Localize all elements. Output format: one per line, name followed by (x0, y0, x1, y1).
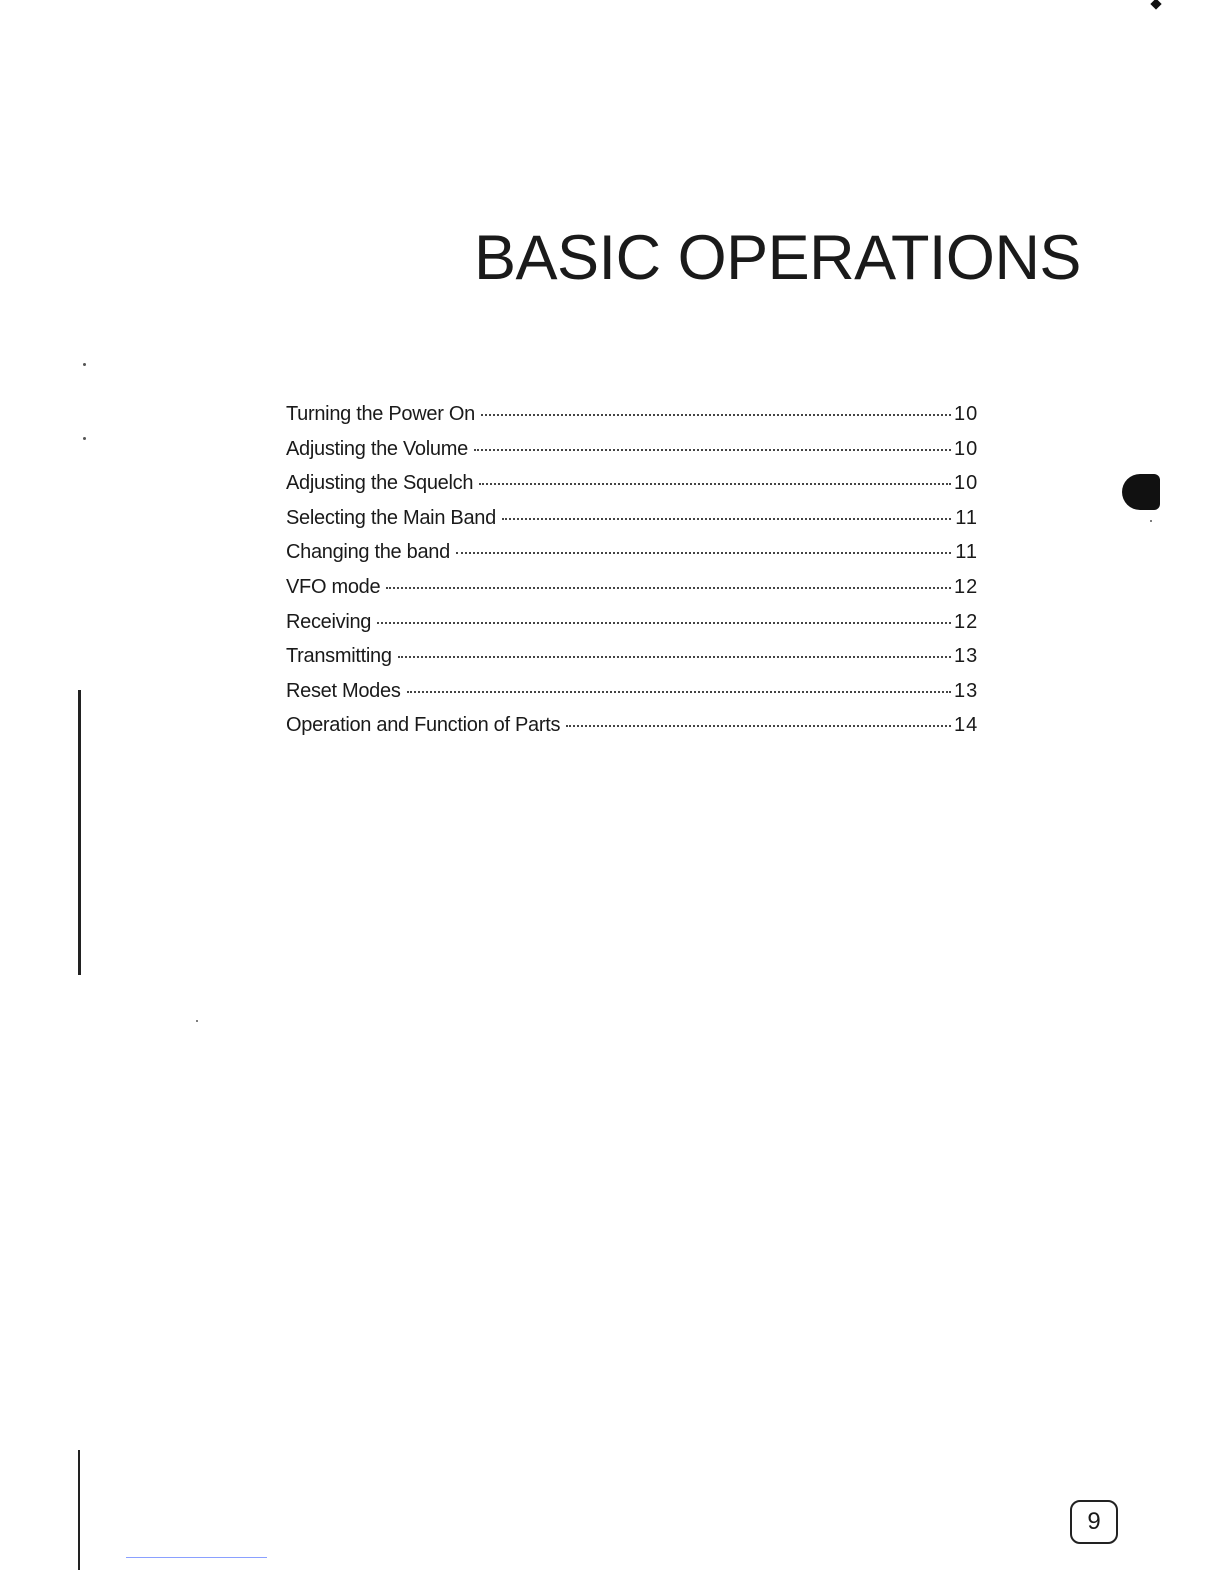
dot-leader (386, 587, 951, 589)
section-tab-marker (1122, 474, 1160, 510)
toc-entry-page: 10 (954, 403, 979, 425)
dot-leader (481, 414, 951, 416)
toc-entry-label: Selecting the Main Band (286, 506, 496, 529)
dot-leader (377, 622, 951, 624)
table-of-contents (286, 403, 978, 749)
toc-entry-label: VFO mode (286, 575, 381, 598)
toc-entry-page: 12 (954, 610, 979, 633)
page-number: 9 (1070, 1500, 1118, 1544)
dot-leader (502, 518, 951, 520)
dot-leader (398, 656, 951, 658)
scan-speck (83, 437, 86, 440)
toc-entry-page: 14 (954, 714, 979, 737)
toc-entry-label: Adjusting the Volume (286, 437, 468, 460)
toc-entry-page: 10 (954, 472, 979, 495)
toc-entry-label: Receiving (286, 610, 372, 633)
page-title: BASIC OPERATIONS (474, 223, 1081, 293)
corner-mark (1150, 0, 1161, 10)
toc-entry[interactable] (286, 507, 978, 542)
scan-speck (1150, 520, 1152, 522)
toc-entry-label: Transmitting (286, 645, 392, 668)
dot-leader (479, 483, 951, 485)
toc-entry[interactable] (286, 541, 978, 576)
toc-entry-label: Operation and Function of Parts (286, 714, 561, 737)
dot-leader (407, 691, 951, 693)
toc-entry[interactable] (286, 645, 978, 680)
toc-entry[interactable] (286, 438, 978, 473)
toc-entry-page: 11 (955, 506, 978, 529)
toc-entry-page: 10 (954, 437, 979, 460)
toc-entry-page: 11 (955, 541, 978, 564)
toc-entry[interactable] (286, 403, 978, 438)
binding-edge-line (78, 1450, 80, 1570)
binding-edge-line (78, 690, 81, 975)
scan-speck (83, 363, 86, 366)
toc-entry-page: 12 (954, 575, 979, 598)
toc-entry[interactable] (286, 611, 978, 646)
toc-entry-label: Adjusting the Squelch (286, 472, 474, 495)
toc-entry-page: 13 (954, 679, 979, 702)
dot-leader (566, 725, 951, 727)
toc-entry-label: Turning the Power On (286, 403, 475, 425)
toc-entry[interactable] (286, 714, 978, 749)
toc-entry[interactable] (286, 576, 978, 611)
dot-leader (474, 449, 951, 451)
bottom-rule (126, 1557, 267, 1558)
toc-entry-label: Reset Modes (286, 679, 401, 702)
dot-leader (456, 552, 951, 554)
toc-entry[interactable] (286, 680, 978, 715)
scan-speck (196, 1020, 198, 1022)
toc-entry[interactable] (286, 472, 978, 507)
toc-entry-page: 13 (954, 645, 979, 668)
toc-entry-label: Changing the band (286, 541, 450, 564)
